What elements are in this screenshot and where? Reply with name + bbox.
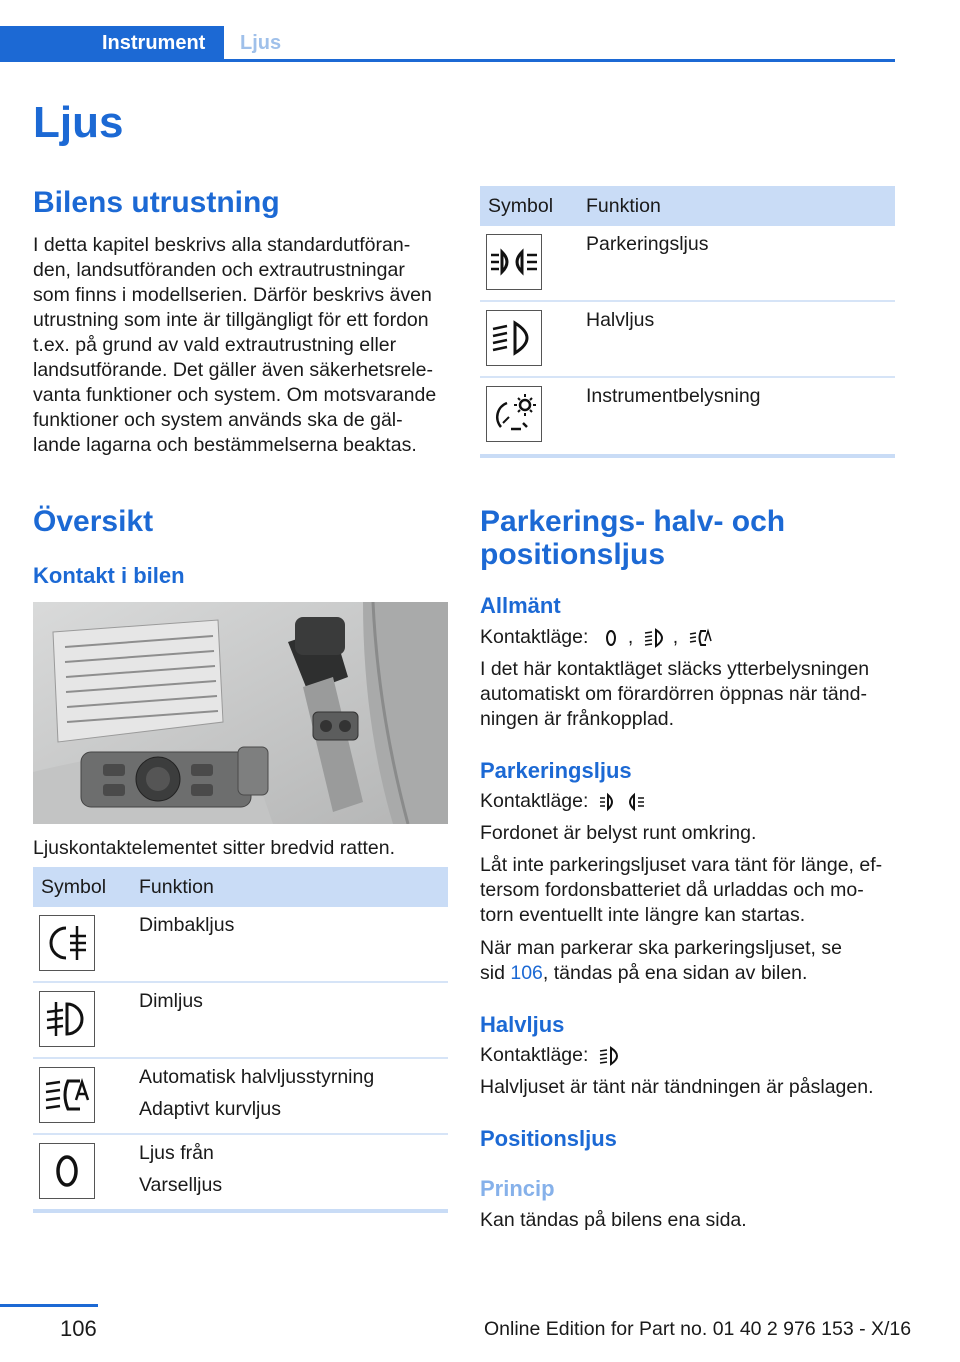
separator: , bbox=[672, 626, 679, 648]
text-line: I det här kontaktläget släcks ytterbelysningen bbox=[480, 658, 870, 680]
parking-light-icon bbox=[486, 234, 542, 290]
header-tab-ljus[interactable]: Ljus bbox=[240, 32, 282, 54]
parkering-contact-line bbox=[480, 789, 650, 814]
col-function-header: Funktion bbox=[139, 876, 214, 898]
function-text bbox=[586, 380, 761, 412]
front-fog-light-icon bbox=[39, 991, 95, 1047]
subsection-title-allmant: Allmänt bbox=[480, 593, 561, 618]
intro-line: t.ex. på grund av vald extrautrustning eller bbox=[33, 334, 397, 356]
section-title-oversikt: Översikt bbox=[33, 505, 154, 538]
allmant-paragraph bbox=[480, 657, 869, 732]
function-text bbox=[139, 1061, 374, 1125]
parkering-paragraph-3 bbox=[480, 936, 842, 986]
intro-line: I detta kapitel beskrivs alla standardutföran‐ bbox=[33, 234, 411, 256]
light-switch-photo bbox=[33, 602, 448, 824]
low-beam-icon bbox=[486, 310, 542, 366]
contact-label: Kontaktläge: bbox=[480, 626, 589, 648]
left-symbol-table bbox=[33, 867, 448, 1217]
function-line: Dimljus bbox=[139, 990, 203, 1012]
text-line: När man parkerar ska parkeringsljuset, se bbox=[480, 937, 842, 959]
parking-light-icon bbox=[598, 791, 646, 813]
table-row bbox=[33, 1135, 448, 1210]
function-line: Varselljus bbox=[139, 1174, 223, 1196]
col-symbol-header: Symbol bbox=[488, 195, 554, 217]
section-title-parkerings bbox=[480, 505, 785, 571]
princip-text: Kan tändas på bilens ena sida. bbox=[480, 1209, 747, 1231]
text-line: automatiskt om förardörren öppnas när tänd‐ bbox=[480, 683, 867, 705]
table-row bbox=[480, 226, 895, 301]
footer-edition: Online Edition for Part no. 01 40 2 976 153 - X/16 bbox=[484, 1318, 912, 1340]
instrument-lighting-icon bbox=[486, 386, 542, 442]
section-title-line: Parkerings- halv- och bbox=[480, 505, 786, 538]
function-line: Adaptivt kurvljus bbox=[139, 1098, 281, 1120]
table-row bbox=[33, 907, 448, 982]
table-row bbox=[33, 1059, 448, 1134]
function-line: Instrumentbelysning bbox=[586, 385, 761, 407]
col-symbol-header: Symbol bbox=[41, 876, 107, 898]
rear-fog-light-icon bbox=[39, 915, 95, 971]
intro-line: som finns i modellserien. Därför beskrivs även bbox=[33, 284, 432, 306]
lights-off-icon bbox=[39, 1143, 95, 1199]
function-text bbox=[586, 304, 654, 336]
text-line: torn eventuellt inte längre kan startas. bbox=[480, 904, 806, 926]
text-line: tersom fordonsbatteriet då urladdas och mo‐ bbox=[480, 879, 864, 901]
table-row bbox=[480, 302, 895, 377]
intro-line: utrustning som inte är tillgängligt för ett fordon bbox=[33, 309, 429, 331]
table-row bbox=[33, 983, 448, 1058]
section-title-bilens-utrustning: Bilens utrustning bbox=[33, 186, 280, 219]
low-beam-icon bbox=[598, 1045, 624, 1067]
contact-label: Kontaktläge: bbox=[480, 790, 589, 812]
page-number: 106 bbox=[60, 1316, 97, 1341]
footer-rule bbox=[0, 1304, 98, 1307]
text-line: ningen är frånkopplad. bbox=[480, 708, 675, 730]
contact-label: Kontaktläge: bbox=[480, 1044, 589, 1066]
function-line: Ljus från bbox=[139, 1142, 214, 1164]
parkering-paragraph-2 bbox=[480, 853, 882, 928]
table-bottom-rule bbox=[33, 1209, 448, 1213]
header-rule bbox=[224, 59, 895, 62]
photo-caption: Ljuskontaktelementet sitter bredvid ratten. bbox=[33, 837, 396, 859]
text-line: Låt inte parkeringsljuset vara tänt för länge, ef‐ bbox=[480, 854, 883, 876]
lights-off-icon bbox=[598, 627, 624, 649]
function-line: Halvljus bbox=[586, 309, 655, 331]
intro-paragraph bbox=[33, 233, 453, 458]
header-tab-instrument[interactable]: Instrument bbox=[102, 32, 206, 54]
text-line bbox=[480, 961, 842, 986]
subsection-title-kontakt: Kontakt i bilen bbox=[33, 563, 185, 588]
text-span: sid bbox=[480, 962, 511, 984]
intro-line: landsutförande. Det gäller även säkerhetsrele‐ bbox=[33, 359, 433, 381]
auto-low-beam-icon bbox=[688, 627, 714, 649]
subsection-title-parkeringsljus: Parkeringsljus bbox=[480, 758, 632, 783]
auto-low-beam-icon bbox=[39, 1067, 95, 1123]
parkering-text-1: Fordonet är belyst runt omkring. bbox=[480, 822, 757, 844]
separator: , bbox=[627, 626, 634, 648]
col-function-header: Funktion bbox=[586, 195, 661, 217]
function-text bbox=[139, 909, 234, 941]
intro-line: vanta funktioner och system. Om motsvarande bbox=[33, 384, 437, 406]
function-text bbox=[139, 1137, 222, 1201]
table-header bbox=[33, 867, 448, 907]
table-row bbox=[480, 378, 895, 453]
low-beam-icon bbox=[643, 627, 669, 649]
table-bottom-rule bbox=[480, 454, 895, 458]
text-span: , tändas på ena sidan av bilen. bbox=[542, 962, 808, 984]
subsection-title-princip: Princip bbox=[480, 1176, 555, 1201]
intro-line: funktioner och system används ska de gäl‐ bbox=[33, 409, 403, 431]
subsection-title-positionsljus: Positionsljus bbox=[480, 1126, 617, 1151]
function-text bbox=[139, 985, 203, 1017]
function-line: Dimbakljus bbox=[139, 914, 235, 936]
function-line: Parkeringsljus bbox=[586, 233, 709, 255]
function-line: Automatisk halvljusstyrning bbox=[139, 1066, 375, 1088]
subsection-title-halvljus: Halvljus bbox=[480, 1012, 565, 1037]
table-header bbox=[480, 186, 895, 226]
section-title-line: positionsljus bbox=[480, 538, 666, 571]
page-link[interactable]: 106 bbox=[510, 962, 543, 984]
intro-line: lande lagarna och bestämmelserna beaktas. bbox=[33, 434, 417, 456]
intro-line: den, landsutföranden och extrautrustningar bbox=[33, 259, 405, 281]
right-symbol-table bbox=[480, 186, 895, 462]
function-text bbox=[586, 228, 708, 260]
allmant-contact-line bbox=[480, 625, 718, 650]
page-title: Ljus bbox=[33, 98, 124, 147]
halvljus-text: Halvljuset är tänt när tändningen är påslagen. bbox=[480, 1076, 874, 1098]
halvljus-contact-line bbox=[480, 1043, 628, 1068]
